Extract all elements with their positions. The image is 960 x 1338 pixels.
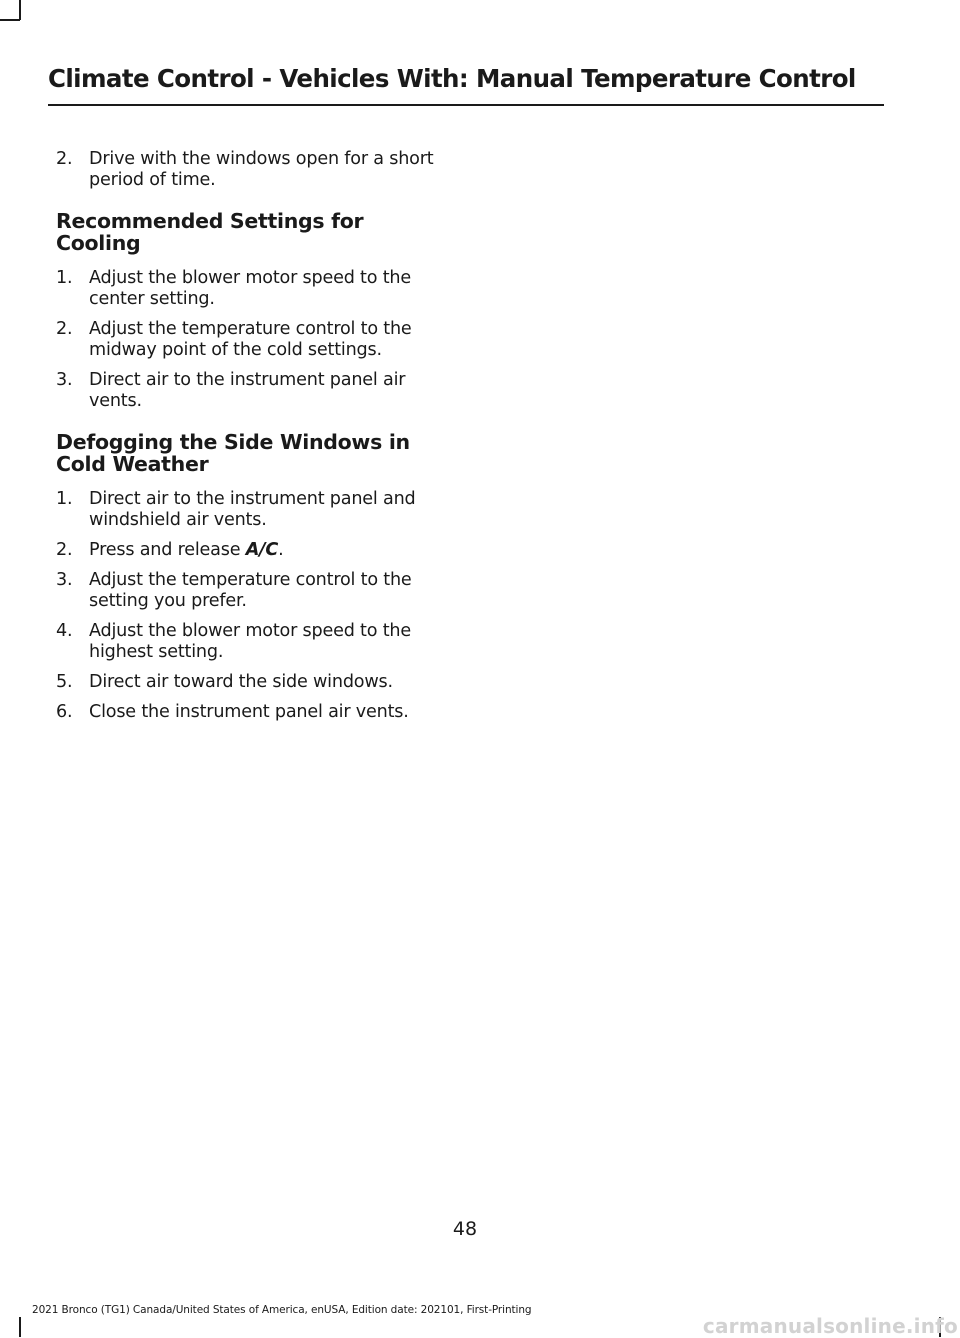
section-heading-cooling: Recommended Settings for Cooling (56, 209, 364, 255)
intro-list (56, 149, 451, 191)
list-item (56, 370, 451, 412)
list-item-number: 4. (56, 621, 73, 641)
defogging-steps (56, 489, 451, 723)
list-item (56, 570, 451, 612)
list-item-number: 3. (56, 570, 73, 590)
list-item-text: Adjust the temperature control to the setting you prefer. (89, 570, 412, 611)
list-item-number: 2. (56, 149, 73, 169)
list-item (56, 319, 451, 361)
page-title: Climate Control - Vehicles With: Manual Temperature Control (48, 64, 856, 93)
list-item (56, 540, 451, 561)
list-item-number: 6. (56, 702, 73, 722)
list-item-text (89, 540, 284, 560)
list-item-text: Close the instrument panel air vents. (89, 702, 409, 722)
list-item-text: Direct air toward the side windows. (89, 672, 393, 692)
watermark: carmanualsonline.info (702, 1314, 958, 1338)
crop-mark-top-left-h (0, 19, 20, 21)
list-item-text-before: Press and release (89, 540, 246, 560)
list-item-number: 5. (56, 672, 73, 692)
list-item (56, 489, 451, 531)
edition-footer: 2021 Bronco (TG1) Canada/United States of America, enUSA, Edition date: 202101, First-Printing (32, 1304, 532, 1316)
list-item-text: Direct air to the instrument panel and windshield air vents. (89, 489, 416, 530)
cooling-steps (56, 268, 451, 412)
crop-mark-top-left (19, 0, 21, 20)
list-item (56, 702, 451, 723)
list-item-text: Adjust the blower motor speed to the highest setting. (89, 621, 411, 662)
crop-mark-bottom-left (19, 1317, 21, 1337)
content-column (56, 149, 451, 732)
list-item (56, 268, 451, 310)
list-item-number: 1. (56, 268, 73, 288)
list-item-number: 1. (56, 489, 73, 509)
list-item-text: Adjust the temperature control to the midway point of the cold settings. (89, 319, 412, 360)
list-item (56, 672, 451, 693)
title-divider (48, 104, 884, 106)
list-item (56, 621, 451, 663)
list-item-number: 3. (56, 370, 73, 390)
page-number: 48 (452, 1218, 478, 1240)
list-item (56, 149, 451, 191)
list-item-text: Direct air to the instrument panel air vents. (89, 370, 406, 411)
list-item-number: 2. (56, 540, 73, 560)
list-item-text: Adjust the blower motor speed to the center setting. (89, 268, 411, 309)
ac-button-label: A/C (245, 540, 279, 560)
list-item-text-after: . (278, 540, 284, 560)
list-item-number: 2. (56, 319, 73, 339)
list-item-text: Drive with the windows open for a short period of time. (89, 149, 434, 190)
section-heading-defogging: Defogging the Side Windows in Cold Weather (56, 430, 410, 476)
